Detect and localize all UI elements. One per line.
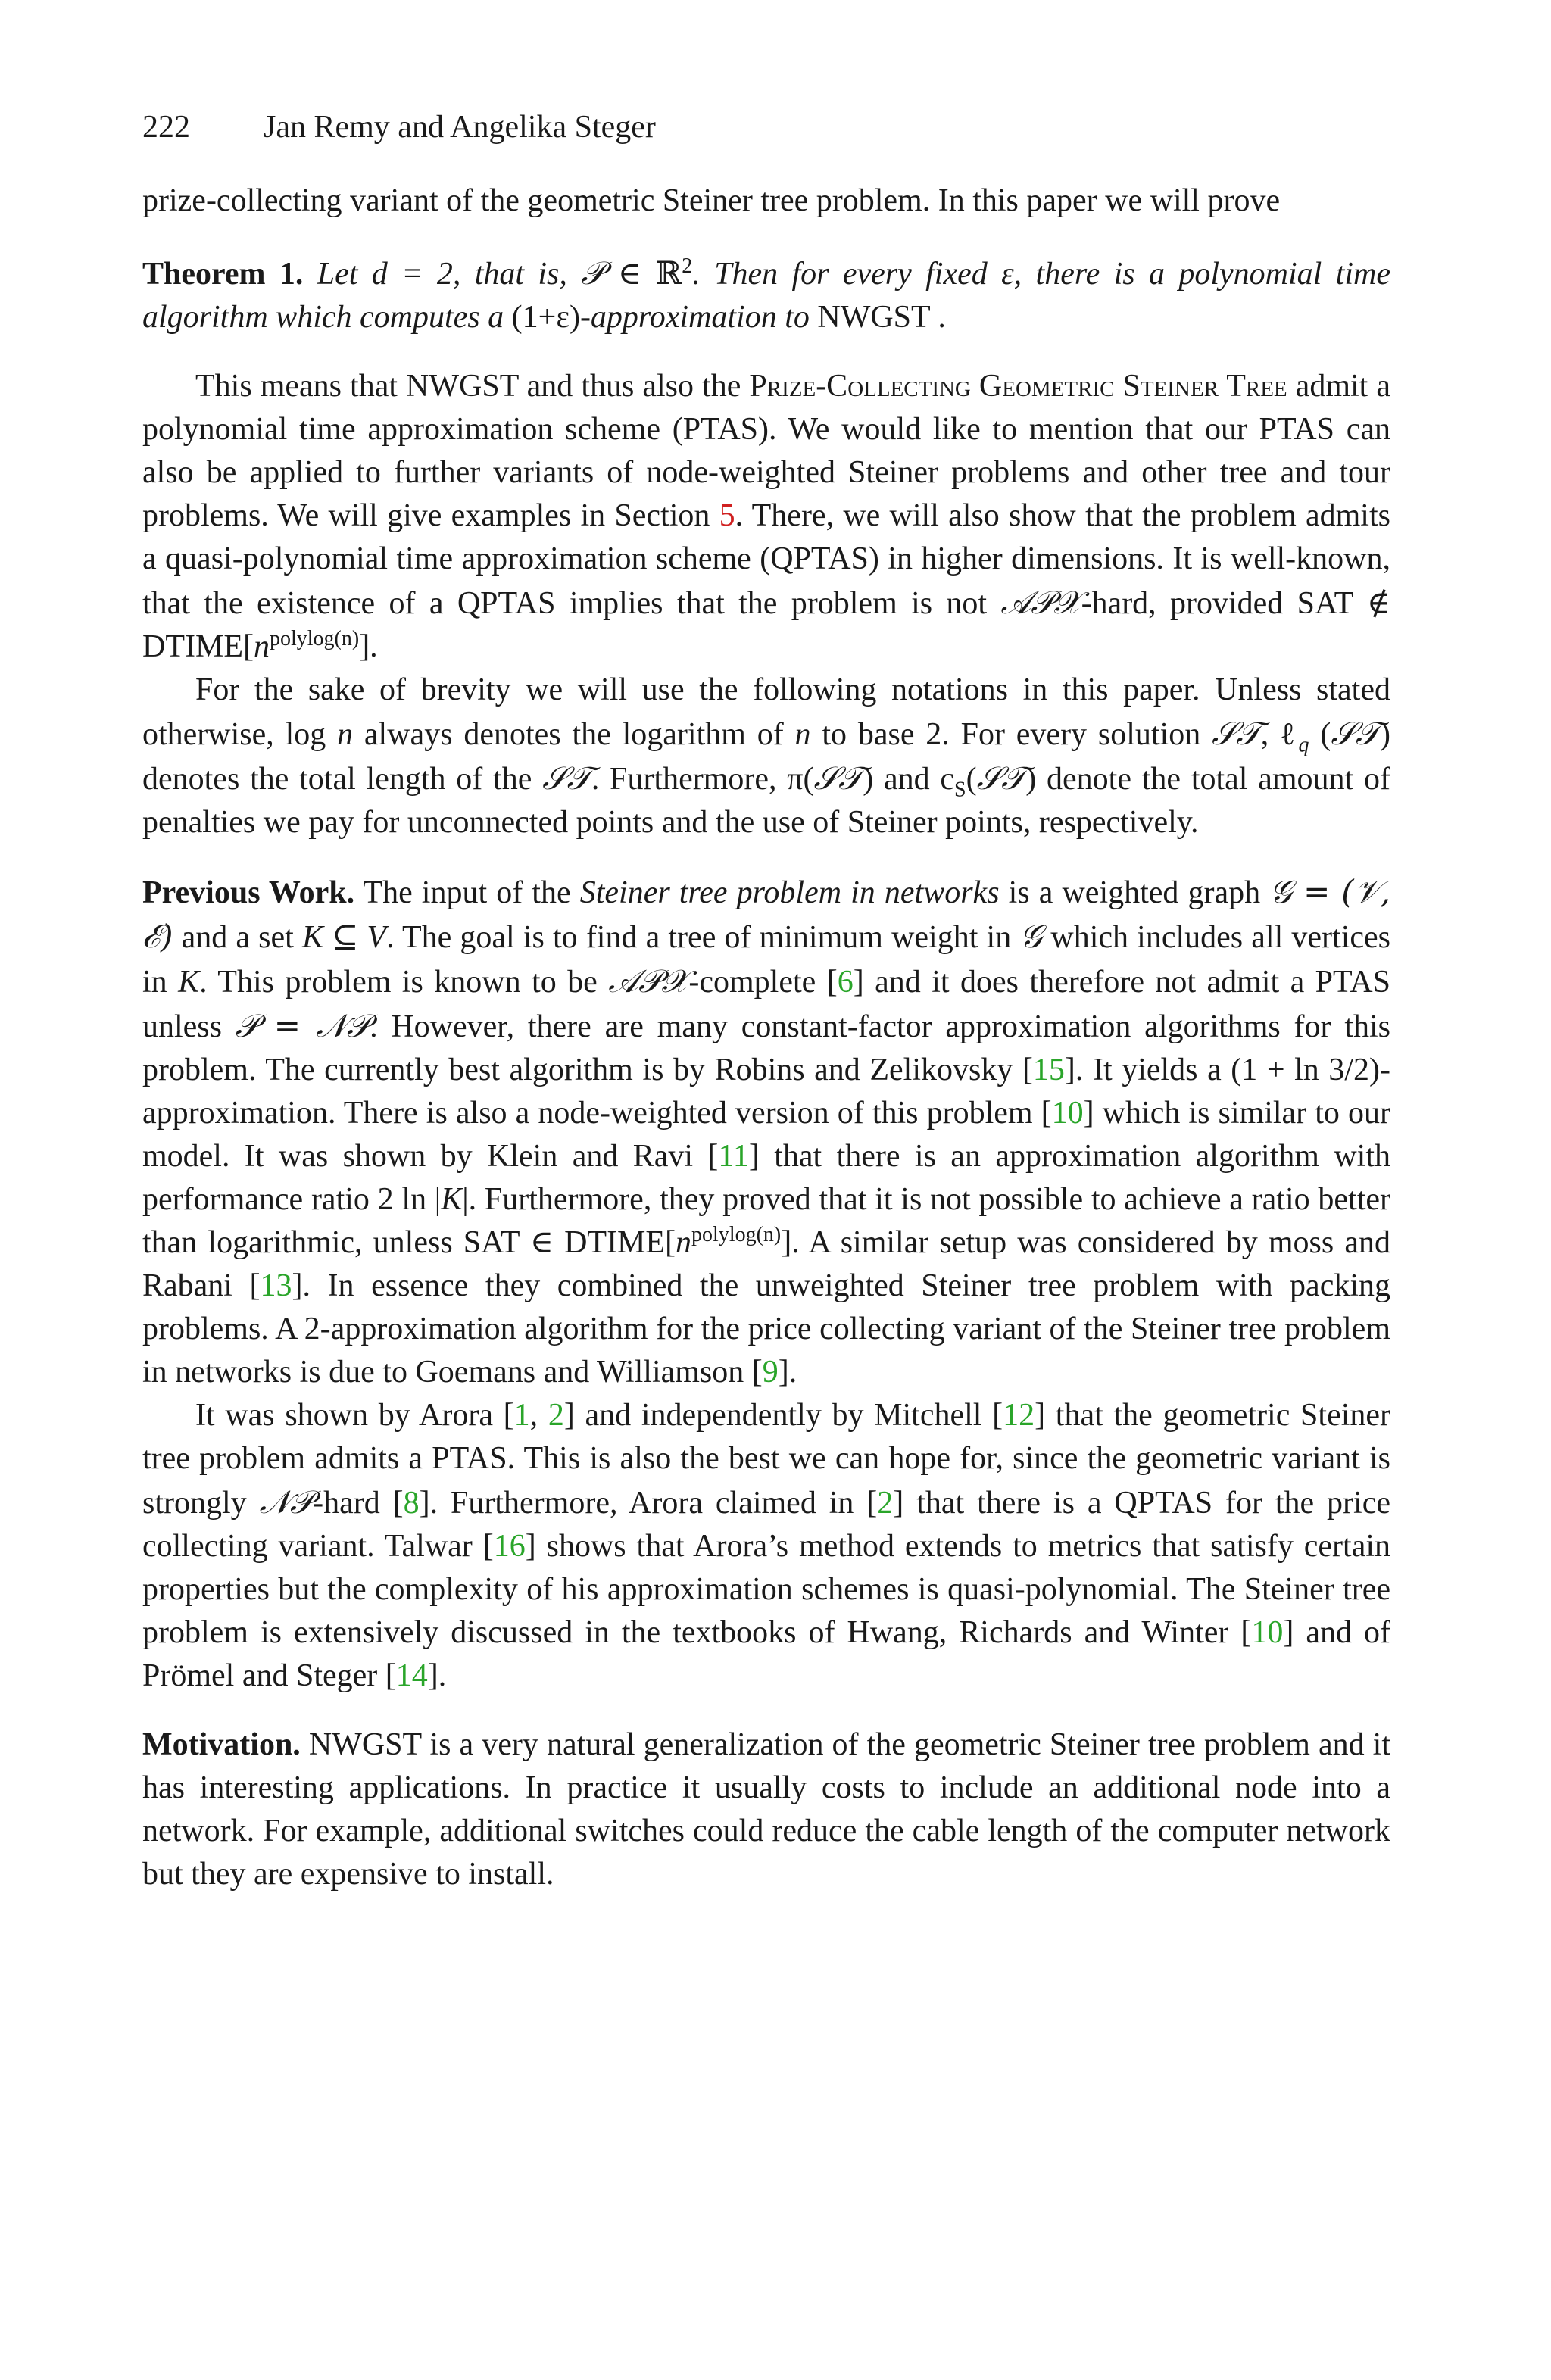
citation-16[interactable]: 16 (493, 1529, 526, 1564)
prev-a: The input of the (354, 875, 580, 910)
theorem-text-3: . Then for every fixed ε, there is a polynomial time algorithm which computes a (142, 257, 1390, 335)
brevity-g: . Furthermore, π( (591, 762, 814, 797)
prev-c: and a set (173, 920, 302, 955)
citation-12[interactable]: 12 (1003, 1398, 1035, 1433)
means-apx: 𝒜𝒫𝒳 (1000, 584, 1081, 621)
prev-f: . This problem is known to be (199, 965, 609, 1000)
means-smallcaps: Prize-Collecting Geometric Steiner Tree (749, 369, 1287, 404)
prev-p-np: 𝒫 = 𝒩𝒫 (235, 1007, 370, 1044)
brevity-s: S (954, 778, 966, 802)
section-ref-link[interactable]: 5 (719, 498, 735, 533)
running-authors: Jan Remy and Angelika Steger (264, 110, 656, 145)
citation-10b[interactable]: 10 (1251, 1615, 1284, 1650)
citation-6[interactable]: 6 (837, 965, 854, 1000)
prev-graph: 𝒢 = (𝒱, ℰ) (142, 873, 1390, 955)
prev-h: ] and it does therefore not admit a PTAS unless (142, 965, 1390, 1044)
theorem-text-6: NWGST . (817, 300, 946, 335)
brevity-d: , ℓ (1260, 717, 1299, 752)
arora-paragraph (142, 1394, 1390, 1698)
citation-15[interactable]: 15 (1032, 1053, 1065, 1087)
prev-k4: K (441, 1182, 463, 1217)
prev-q: ]. (778, 1355, 797, 1390)
citation-2b[interactable]: 2 (877, 1486, 894, 1521)
prev-k3: ] which is similar to our model. It was shown by Klein and Ravi [ (142, 1096, 1390, 1174)
arora-c: ] and independently by Mitchell [ (563, 1398, 1003, 1433)
brevity-st4: 𝒮𝒯 (813, 760, 863, 797)
arora-f: ]. Furthermore, Arora claimed in [ (419, 1486, 878, 1521)
brevity-paragraph (142, 669, 1390, 844)
means-a: This means that NWGST and thus also the (195, 369, 750, 404)
prev-k: K ⊆ V (301, 920, 387, 955)
arora-b: , (529, 1398, 548, 1433)
citation-1[interactable]: 1 (513, 1398, 530, 1433)
brevity-n2: n (794, 717, 811, 752)
arora-i: ] and of Prömel and Steger [ (142, 1615, 1390, 1693)
citation-2[interactable]: 2 (548, 1398, 564, 1433)
brevity-st2: 𝒮𝒯 (1331, 715, 1380, 752)
prev-i: . However, there are many constant-factor approximation algorithms for this problem. The currently best algorithm is by Robins and Zelikovsky [ (142, 1009, 1390, 1087)
page-number: 222 (142, 110, 190, 145)
brevity-st5: 𝒮𝒯 (976, 760, 1026, 797)
means-n: n (253, 629, 270, 664)
citation-14[interactable]: 14 (395, 1658, 428, 1693)
prev-d: . The goal is to find a tree of minimum weight in (386, 920, 1020, 955)
prev-sup: polylog(n) (691, 1223, 782, 1246)
prev-l: ] that there is an approximation algorithm with performance ratio 2 ln | (142, 1139, 1390, 1217)
prev-apx: 𝒜𝒫𝒳 (608, 962, 689, 1000)
arora-np: 𝒩𝒫 (259, 1483, 314, 1521)
previous-work-paragraph (142, 870, 1390, 1394)
prev-j: ]. It yields a (1 + ln 3/2)-approximation. There is also a node-weighted version of this problem [ (142, 1053, 1390, 1131)
arora-g: ] that there is a QPTAS for the price collecting variant. Talwar [ (142, 1486, 1390, 1564)
brevity-q: q (1298, 733, 1309, 757)
brevity-n1: n (337, 717, 354, 752)
theorem-set-P: 𝒫 (581, 254, 604, 292)
theorem-label: Theorem 1. (142, 257, 304, 292)
brevity-i: ( (966, 762, 977, 797)
running-header (142, 106, 1390, 149)
prev-g3: -complete [ (688, 965, 838, 1000)
theorem-text-4: (1+ε) (511, 300, 580, 335)
theorem-sup: 2 (682, 254, 693, 278)
intro-paragraph (142, 179, 1390, 223)
prev-k2: K (178, 965, 200, 1000)
brevity-st1: 𝒮𝒯 (1212, 715, 1261, 752)
citation-8[interactable]: 8 (403, 1486, 420, 1521)
prev-b: is a weighted graph (999, 875, 1270, 910)
prev-e: which includes all vertices in (142, 920, 1390, 1000)
brevity-b: always denotes the logarithm of (353, 717, 795, 752)
prev-m: |. Furthermore, they proved that it is not possible to achieve a ratio better than logarithmic, unless SAT ∈ DTIME[ (142, 1182, 1390, 1260)
prev-p: ]. In essence they combined the unweighted Steiner tree problem with packing problems. A 2-approximation algorithm for the price collecting variant of the Steiner tree problem in networks is due to Goemans and Williamson [ (142, 1268, 1391, 1390)
arora-e: -hard [ (313, 1486, 404, 1521)
brevity-c: to base 2. For every solution (810, 717, 1212, 752)
citation-11[interactable]: 11 (718, 1139, 749, 1174)
theorem-text-5: -approximation to (579, 300, 818, 335)
brevity-a: For the sake of brevity we will use the following notations in this paper. Unless stated otherwise, log (142, 672, 1390, 752)
means-e: ]. (359, 629, 378, 664)
arora-h: ] shows that Arora’s method extends to metrics that satisfy certain properties but the complexity of his approximation schemes is quasi-polynomial. The Steiner tree problem is extensively discussed in the textbooks of Hwang, Richards and Winter [ (142, 1529, 1390, 1650)
means-d: -hard, provided SAT ∉ DTIME[ (142, 586, 1390, 664)
arora-a: It was shown by Arora [ (195, 1398, 514, 1433)
means-sup: polylog(n) (269, 627, 360, 650)
arora-j: ]. (427, 1658, 447, 1693)
means-paragraph (142, 365, 1390, 669)
citation-13[interactable]: 13 (260, 1268, 292, 1303)
means-c: . There, we will also show that the problem admits a quasi-polynomial time approximation scheme (QPTAS) in higher dimensions. It is well-known, that the existence of a QPTAS implies that the problem is not (142, 498, 1390, 621)
theorem-text-2: ∈ ℝ (604, 257, 682, 292)
prev-italic-term: Steiner tree problem in networks (579, 875, 1000, 910)
brevity-j: ) denote the total amount of penalties we pay for unconnected points and the use of Steiner points, respectively. (142, 762, 1390, 840)
motivation-text: NWGST is a very natural generalization of the geometric Steiner tree problem and it has interesting applications. In practice it usually costs to include an additional node into a network. For example, additional switches could reduce the cable length of the computer network but they are expensive to install. (142, 1727, 1390, 1892)
means-b: admit a polynomial time approximation scheme (PTAS). We would like to mention that our PTAS can also be applied to further variants of node-weighted Steiner problems and other tree and tour problems. We will give examples in Section (142, 369, 1390, 533)
brevity-f: ) denotes the total length of the (142, 717, 1390, 797)
prev-n: n (676, 1225, 692, 1260)
arora-d: ] that the geometric Steiner tree problem admits a PTAS. This is also the best we can hope for, since the geometric variant is strongly (142, 1398, 1391, 1521)
citation-10[interactable]: 10 (1051, 1096, 1084, 1131)
brevity-e: ( (1309, 717, 1331, 752)
prev-graph-2: 𝒢 (1019, 918, 1043, 955)
paper-page (142, 106, 1390, 1896)
intro-text: prize-collecting variant of the geometric Steiner tree problem. In this paper we will prove (142, 183, 1281, 218)
prev-o: ]. A similar setup was considered by moss and Rabani [ (142, 1225, 1391, 1303)
motivation-paragraph (142, 1723, 1390, 1896)
citation-9[interactable]: 9 (762, 1355, 779, 1390)
previous-work-heading: Previous Work. (142, 875, 355, 910)
motivation-heading: Motivation. (142, 1727, 301, 1762)
brevity-h: ) and c (863, 762, 954, 797)
theorem-text-1: Let d = 2, that is, (317, 257, 582, 292)
brevity-st3: 𝒮𝒯 (542, 760, 591, 797)
theorem-1 (142, 251, 1390, 339)
